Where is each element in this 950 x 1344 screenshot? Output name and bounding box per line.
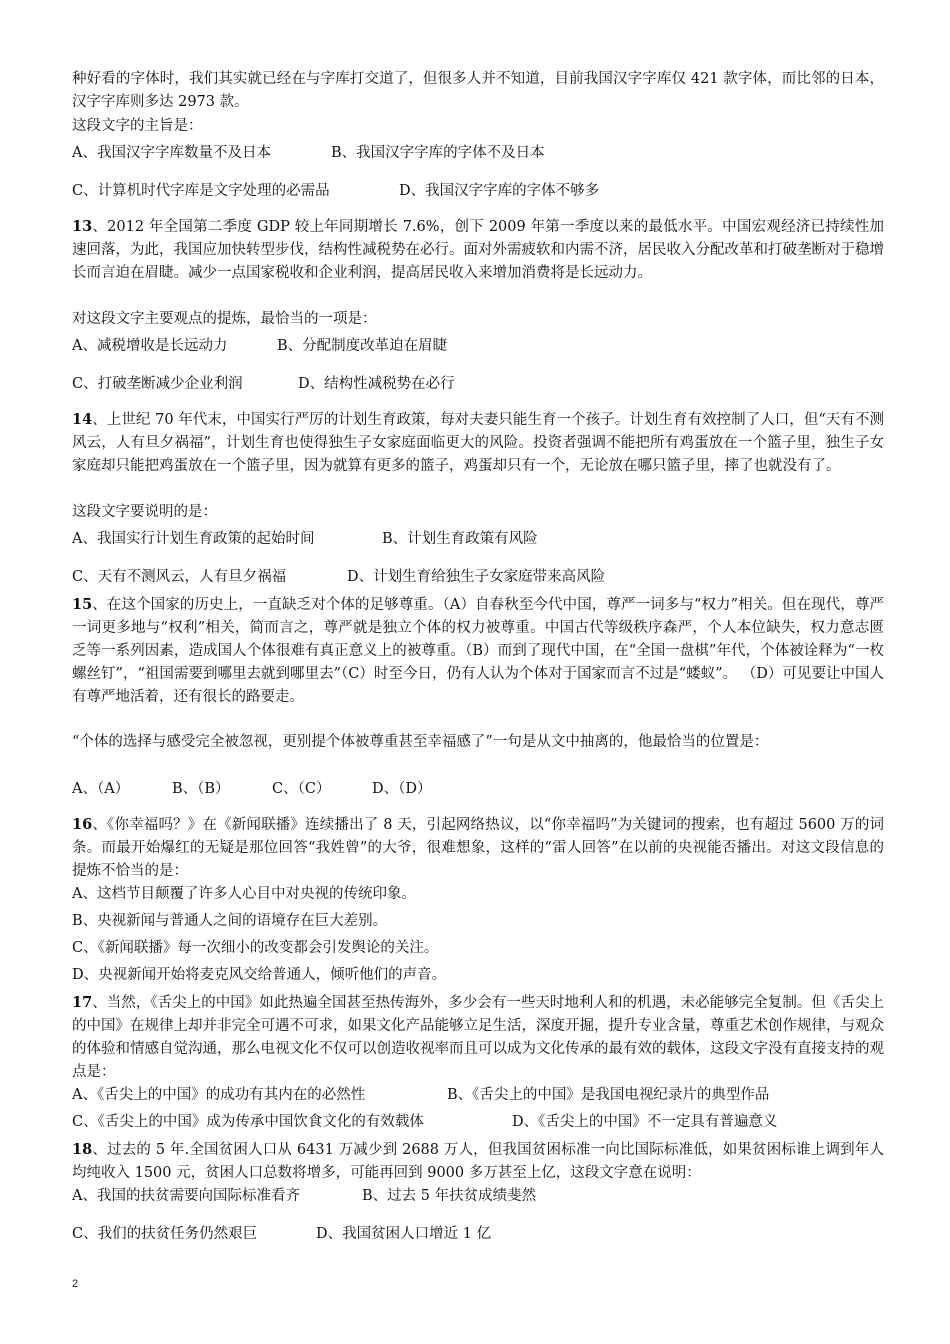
question-14-options-row-1 xyxy=(72,528,538,551)
option-c[interactable]: C、天有不测风云，人有旦夕祸福 xyxy=(72,569,287,585)
question-number: 18 xyxy=(72,1141,93,1158)
question-text: 、《你幸福吗？》在《新闻联播》连续播出了 8 天，引起网络热议，以“你幸福吗”为关键词的搜索，也有超过 5600 万的词条。而最开始爆红的无疑是那位回答“我姓曾”的大爷，很难想象，这样的“雷人回答”在以前的央视能否播出。对这文段信息的提炼不恰当的是： xyxy=(72,817,884,879)
option-a[interactable]: A、（A） xyxy=(72,781,130,797)
option-d[interactable]: D、（D） xyxy=(372,781,432,797)
option-a[interactable]: A、我国的扶贫需要向国际标准看齐 xyxy=(72,1188,300,1204)
question-13-passage xyxy=(72,215,884,285)
question-14-options-row-2 xyxy=(72,566,605,589)
option-c[interactable]: C、（C） xyxy=(272,781,331,797)
question-text: 、2012 年全国第二季度 GDP 较上年同期增长 7.6%，创下 2009 年第一季度以来的最低水平。中国宏观经济已持续性加速回落，为此，我国应加快转型步伐，结构性减税势在必行。面对外需疲软和内需不济，居民收入分配改革和打破垄断对于稳增长而言迫在眉睫。减少一点国家税收和企业利润，提高居民收入来增加消费将是长远动力。 xyxy=(72,219,884,281)
question-16-option-b[interactable]: B、央视新闻与普通人之间的语境存在巨大差别。 xyxy=(72,913,388,929)
option-a[interactable]: A、我国汉字字库数量不及日本 xyxy=(72,145,271,161)
question-18-options-row-1 xyxy=(72,1185,536,1208)
question-text: 、上世纪 70 年代末，中国实行严厉的计划生育政策，每对夫妻只能生育一个孩子。计划生育有效控制了人口，但“天有不测风云，人有旦夕祸福”，计划生育也使得独生子女家庭面临更大的风险。投资者强调不能把所有鸡蛋放在一个篮子里，独生子女家庭却只能把鸡蛋放在一个篮子里，因为就算有更多的篮子，鸡蛋却只有一个，无论放在哪只篮子里，摔了也就没有了。 xyxy=(72,412,884,474)
intro-options-row-2 xyxy=(72,180,599,203)
question-16-passage xyxy=(72,813,884,883)
question-14-prompt: 这段文字要说明的是： xyxy=(72,504,217,520)
option-a[interactable]: A、我国实行计划生育政策的起始时间 xyxy=(72,531,315,547)
question-text: 、过去的 5 年.全国贫困人口从 6431 万减少到 2688 万人，但我国贫困标准一向比国际标准低，如果贫困标谁上调到年人均纯收入 1500 元，贫困人口总数将增多，可能再回到 9000 多万甚至上亿，这段文字意在说明： xyxy=(72,1142,884,1181)
question-15-options xyxy=(72,778,432,801)
question-18-passage xyxy=(72,1138,884,1185)
question-18-options-row-2 xyxy=(72,1223,491,1246)
option-b[interactable]: B、分配制度改革迫在眉睫 xyxy=(277,338,448,354)
intro-options-row-1 xyxy=(72,142,545,165)
option-a[interactable]: A、《舌尖上的中国》的成功有其内在的必然性 xyxy=(72,1087,366,1103)
intro-passage: 种好看的字体时，我们其实就已经在与字库打交道了，但很多人并不知道，目前我国汉字字库仅 421 款字体，而比邻的日本，汉字字库则多达 2973 款。 xyxy=(72,71,884,110)
intro-prompt: 这段文字的主旨是： xyxy=(72,118,203,134)
question-17-options-row-2 xyxy=(72,1111,777,1134)
question-16-option-d[interactable]: D、央视新闻开始将麦克风交给普通人，倾听他们的声音。 xyxy=(72,967,447,983)
question-16-option-c[interactable]: C、《新闻联播》每一次细小的改变都会引发舆论的关注。 xyxy=(72,940,439,956)
option-a[interactable]: A、减税增收是长远动力 xyxy=(72,338,228,354)
question-number: 14 xyxy=(72,411,93,428)
question-17-options-row-1 xyxy=(72,1084,769,1107)
option-d[interactable]: D、我国汉字字库的字体不够多 xyxy=(399,183,600,199)
question-13-options-row-2 xyxy=(72,373,455,396)
option-c[interactable]: C、计算机时代字库是文字处理的必需品 xyxy=(72,183,330,199)
page-number: 2 xyxy=(72,1278,79,1290)
question-number: 15 xyxy=(72,596,93,613)
question-15-passage xyxy=(72,593,884,709)
question-14-passage xyxy=(72,408,884,478)
option-b[interactable]: B、我国汉字字库的字体不及日本 xyxy=(331,145,545,161)
option-d[interactable]: D、《舌尖上的中国》不一定具有普遍意义 xyxy=(512,1114,778,1130)
question-number: 13 xyxy=(72,218,93,235)
option-d[interactable]: D、结构性减税势在必行 xyxy=(298,376,455,392)
option-c[interactable]: C、我们的扶贫任务仍然艰巨 xyxy=(72,1226,258,1242)
question-16-option-a[interactable]: A、这档节目颠覆了许多人心目中对央视的传统印象。 xyxy=(72,886,416,902)
question-13-options-row-1 xyxy=(72,335,447,358)
question-number: 17 xyxy=(72,994,93,1011)
option-b[interactable]: B、过去 5 年扶贫成绩斐然 xyxy=(362,1188,537,1204)
question-text: 、当然，《舌尖上的中国》如此热遍全国甚至热传海外，多少会有一些天时地利人和的机遇，未必能够完全复制。但《舌尖上的中国》在规律上却并非完全可遇不可求，如果文化产品能够立足生活，深度开掘，提升专业含量，尊重艺术创作规律，与观众的体验和情感自觉沟通，那么电视文化不仅可以创造收视率而且可以成为文化传承的最有效的载体，这段文字没有直接支持的观点是： xyxy=(72,995,884,1080)
question-text: 、在这个国家的历史上，一直缺乏对个体的足够尊重。（A）自春秋至今代中国，尊严一词多与“权力”相关。但在现代，尊严一词更多地与“权利”相关，简而言之，尊严就是独立个体的权力被尊重。中国古代等级秩序森严，个人本位缺失，权力意志匮乏等一系列因素，造成国人个体很难有真正意义上的被尊重。（B）而到了现代中国，在“全国一盘棋”年代，个体被诠释为“一枚螺丝钉”，“祖国需要到哪里去就到哪里去”（C）时至今日，仍有人认为个体对于国家而言不过是“蝼蚁”。 （D）可见要让中国人有尊严地活着，还有很长的路要走。 xyxy=(72,597,884,705)
option-b[interactable]: B、《舌尖上的中国》是我国电视纪录片的典型作品 xyxy=(447,1087,770,1103)
option-c[interactable]: C、《舌尖上的中国》成为传承中国饮食文化的有效载体 xyxy=(72,1114,424,1130)
question-17-passage xyxy=(72,991,884,1084)
question-13-prompt: 对这段文字主要观点的提炼，最恰当的一项是： xyxy=(72,311,377,327)
question-number: 16 xyxy=(72,816,93,833)
option-c[interactable]: C、打破垄断减少企业利润 xyxy=(72,376,243,392)
question-15-prompt: “个体的选择与感受完全被忽视，更别提个体被尊重甚至幸福感了”一句是从文中抽离的，他最恰当的位置是： xyxy=(72,734,769,750)
option-d[interactable]: D、计划生育给独生子女家庭带来高风险 xyxy=(347,569,606,585)
option-b[interactable]: B、计划生育政策有风险 xyxy=(382,531,538,547)
option-d[interactable]: D、我国贫困人口增近 1 亿 xyxy=(316,1226,492,1242)
option-b[interactable]: B、（B） xyxy=(172,781,230,797)
